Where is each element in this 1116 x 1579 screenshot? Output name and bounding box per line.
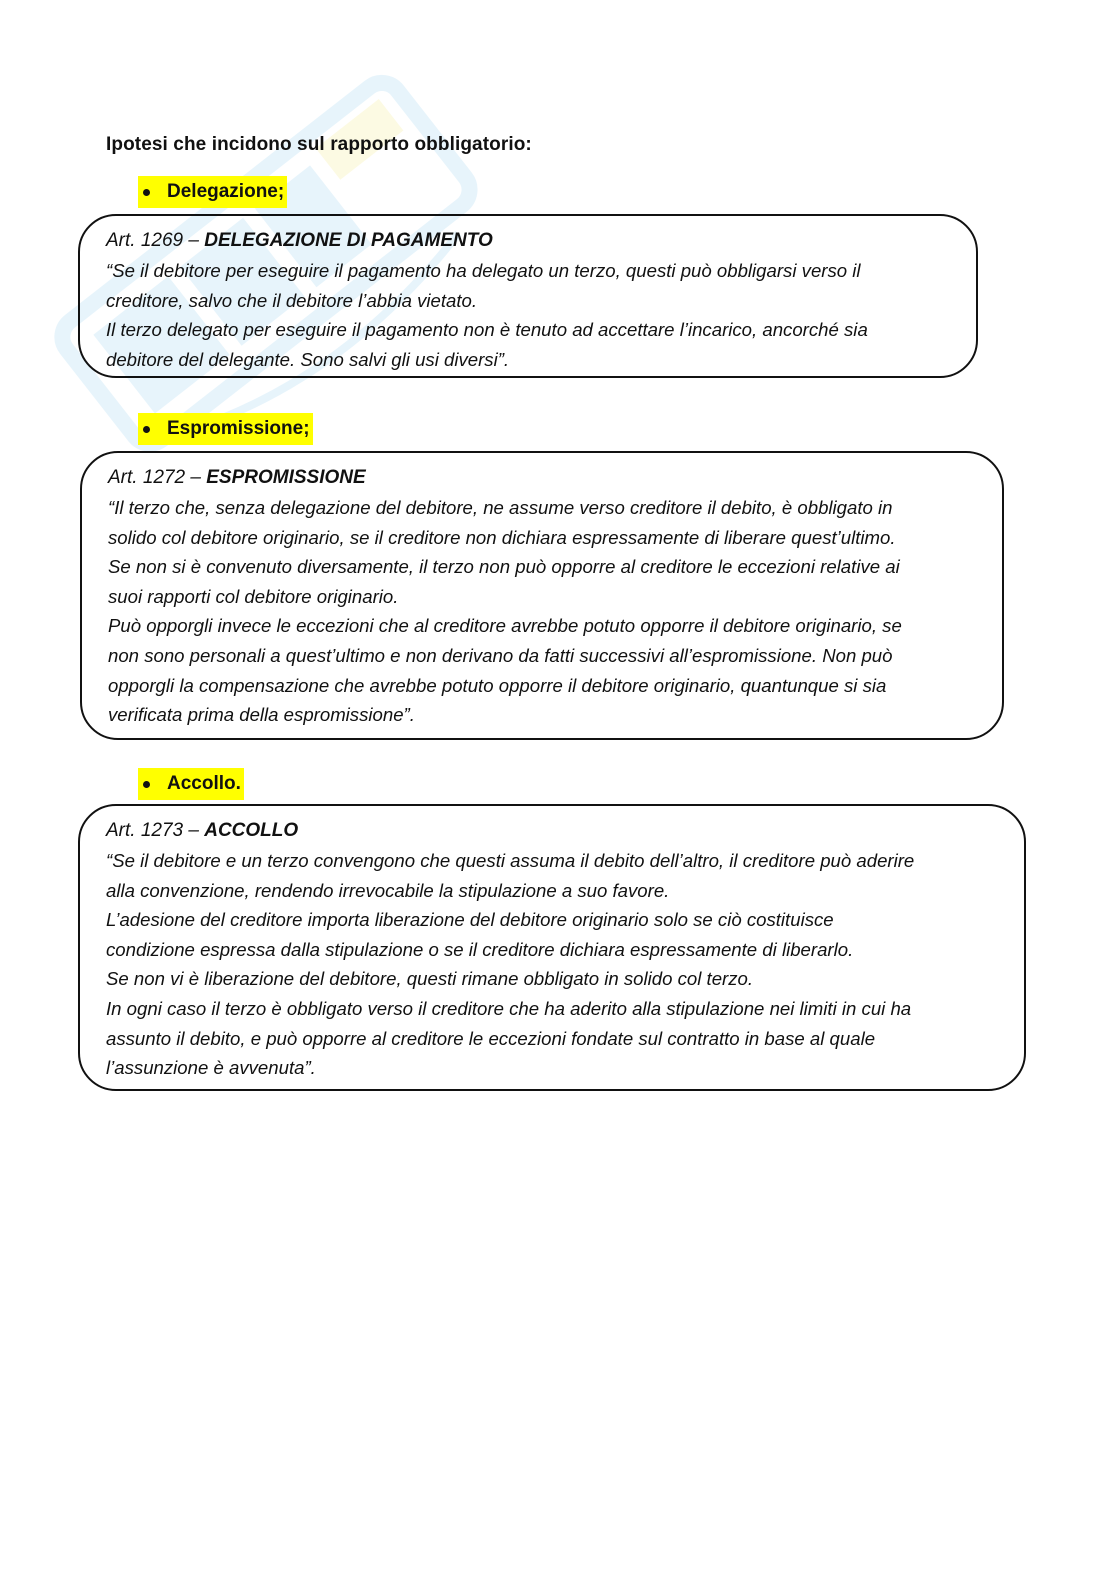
article-box-1273 bbox=[78, 804, 1026, 1091]
article-text-line: In ogni caso il terzo è obbligato verso il creditore che ha aderito alla stipulazione nei limiti in cui ha bbox=[106, 997, 912, 1019]
article-text-line: L’adesione del creditore importa liberazione del debitore originario solo se ciò costituisce bbox=[106, 909, 834, 931]
bullet-dot-icon bbox=[143, 189, 150, 196]
article-number: Art. 1272 – bbox=[108, 467, 207, 488]
bullet-highlight bbox=[138, 768, 244, 800]
article-text-line: opporgli la compensazione che avrebbe potuto opporre il debitore originario, quantunque si sia bbox=[108, 674, 887, 696]
article-text-line: alla convenzione, rendendo irrevocabile la stipulazione a suo favore. bbox=[106, 879, 670, 901]
article-text-line: Il terzo delegato per eseguire il pagamento non è tenuto ad accettare l’incarico, ancorché sia bbox=[106, 319, 868, 341]
article-text-line: solido col debitore originario, se il creditore non dichiara espressamente di liberare quest’ultimo. bbox=[108, 526, 896, 548]
article-name: DELEGAZIONE DI PAGAMENTO bbox=[204, 230, 493, 251]
article-box-1269 bbox=[78, 214, 978, 378]
bullet-espromissione bbox=[138, 413, 313, 445]
article-number: Art. 1273 – bbox=[106, 820, 205, 841]
article-text-line: debitore del delegante. Sono salvi gli usi diversi”. bbox=[106, 348, 510, 370]
article-title bbox=[108, 463, 976, 493]
article-text-line: l’assunzione è avvenuta”. bbox=[106, 1057, 316, 1079]
bullet-highlight bbox=[138, 176, 287, 208]
bullet-accollo bbox=[138, 768, 244, 800]
article-text-line: assunto il debito, e può opporre al creditore le eccezioni fondate sul contratto in base al quale bbox=[106, 1027, 876, 1049]
page-heading: Ipotesi che incidono sul rapporto obbligatorio: bbox=[106, 134, 532, 155]
bullet-label: Delegazione; bbox=[167, 178, 285, 206]
bullet-highlight bbox=[138, 413, 313, 445]
article-text-line: creditore, salvo che il debitore l’abbia vietato. bbox=[106, 289, 478, 311]
bullet-delegazione bbox=[138, 176, 287, 208]
article-box-1272 bbox=[80, 451, 1004, 740]
bullet-label: Espromissione; bbox=[167, 415, 311, 443]
article-title bbox=[106, 816, 998, 846]
bullet-dot-icon bbox=[143, 426, 150, 433]
article-text-line: Se non vi è liberazione del debitore, questi rimane obbligato in solido col terzo. bbox=[106, 968, 754, 990]
article-text-line: suoi rapporti col debitore originario. bbox=[108, 585, 399, 607]
article-name: ESPROMISSIONE bbox=[206, 467, 366, 488]
article-name: ACCOLLO bbox=[204, 820, 299, 841]
article-text-line: non sono personali a quest’ultimo e non derivano da fatti successivi all’espromissione. Non può bbox=[108, 644, 893, 666]
article-text-line: “Il terzo che, senza delegazione del debitore, ne assume verso creditore il debito, è obbligato in bbox=[108, 497, 893, 518]
bullet-dot-icon bbox=[143, 781, 150, 788]
article-text-line: “Se il debitore per eseguire il pagamento ha delegato un terzo, questi può obbligarsi verso il bbox=[106, 260, 861, 281]
article-title bbox=[106, 226, 950, 256]
article-text-line: Può opporgli invece le eccezioni che al creditore avrebbe potuto opporre il debitore originario, se bbox=[108, 615, 902, 637]
article-text-line: “Se il debitore e un terzo convengono che questi assuma il debito dell’altro, il creditore può aderire bbox=[106, 850, 915, 871]
article-text-line: verificata prima della espromissione”. bbox=[108, 704, 415, 726]
bullet-label: Accollo. bbox=[167, 770, 242, 798]
article-number: Art. 1269 – bbox=[106, 230, 205, 251]
article-text-line: Se non si è convenuto diversamente, il terzo non può opporre al creditore le eccezioni relative ai bbox=[108, 556, 900, 578]
article-text-line: condizione espressa dalla stipulazione o se il creditore dichiara espressamente di liberarlo. bbox=[106, 938, 854, 960]
